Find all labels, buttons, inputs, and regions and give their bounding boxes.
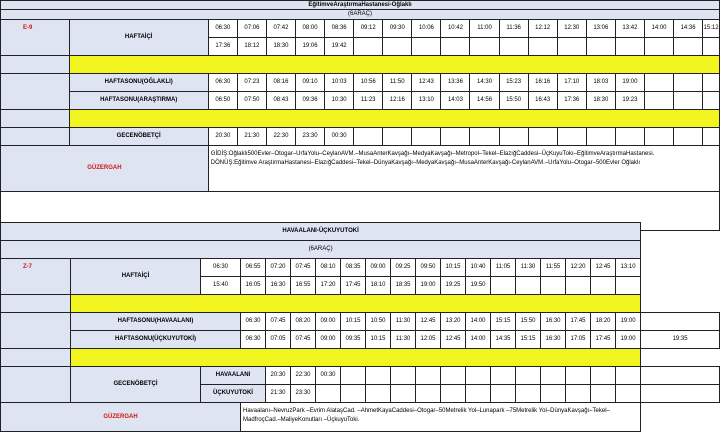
time-cell: 17:05 [566,331,591,349]
time-cell: 12:30 [557,20,586,38]
time-cell: 08:36 [325,20,354,38]
divider-bar [71,295,641,313]
weekend-uckuyutoki-label: HAFTASONU(ÜÇKUYUTOKİ) [71,331,241,349]
time-cell [541,277,566,295]
time-cell [541,367,566,385]
time-cell [616,385,641,403]
time-cell [674,128,703,146]
time-cell [566,385,591,403]
time-cell: 11:00 [470,20,499,38]
route-title: EğitimveAraştırmaHastanesi-Oğlaklı [1,1,720,10]
time-cell [441,38,470,56]
time-cell [341,367,366,385]
time-cell: 07:45 [266,313,291,331]
time-cell [703,74,720,92]
time-cell: 12:43 [412,74,441,92]
time-cell [591,367,616,385]
route-code: Z-7 [1,259,71,295]
time-cell: 18:03 [586,74,615,92]
route-path-label: GÜZERGAH [1,403,241,432]
time-cell: 10:42 [441,20,470,38]
time-cell: 06:30 [208,74,237,92]
time-cell: 06:50 [208,92,237,110]
time-cell: 23:30 [291,385,316,403]
time-cell [703,92,720,110]
schedule-table-z7 [0,222,720,432]
time-cell: 19:23 [615,92,644,110]
time-cell [674,74,703,92]
time-cell: 19:25 [441,277,466,295]
time-cell: 14:00 [466,331,491,349]
time-cell: 06:30 [241,331,266,349]
night-shift-label: GECENÖBETÇİ [69,128,208,146]
time-cell [528,38,557,56]
time-cell: 11:05 [491,259,516,277]
time-cell: 19:00 [416,277,441,295]
time-cell: 17:36 [208,38,237,56]
spacer-cell [1,56,70,74]
vehicle-count: (6ARAÇ) [1,10,720,20]
time-cell [644,128,673,146]
time-cell: 11:30 [516,259,541,277]
weekend-arastirma-label: HAFTASONU(ARAŞTIRMA) [69,92,208,110]
time-cell: 06:55 [241,259,266,277]
time-cell: 12:45 [441,331,466,349]
time-cell [416,385,441,403]
time-cell: 08:10 [316,259,341,277]
spacer-cell [1,313,71,349]
time-cell: 11:55 [541,259,566,277]
time-cell: 10:40 [466,259,491,277]
time-cell: 07:05 [266,331,291,349]
time-cell [470,38,499,56]
time-cell [354,38,383,56]
time-cell: 15:15 [491,313,516,331]
time-cell [557,38,586,56]
time-cell [566,367,591,385]
route-description: Havaalanı–NevruzPark –Evrim AlataşCad. –AhmetKayaCaddesi–Otogar–50Metrelik Yol–Lunapark –75Metrelik Yol–DünyaKavşağı–Tekel–MadfroçCad.–MaliyeKonutları –ÜçkuyuToki. [241,403,641,432]
time-cell: 09:00 [366,259,391,277]
time-cell: 17:20 [316,277,341,295]
time-cell: 13:06 [586,20,615,38]
time-cell [703,128,720,146]
time-cell [615,38,644,56]
time-cell: 07:23 [237,74,266,92]
spacer-cell [1,295,71,313]
time-cell: 23:30 [296,128,325,146]
time-cell: 10:30 [325,92,354,110]
time-cell: 09:35 [341,331,366,349]
time-cell [316,385,341,403]
time-cell: 15:12 [703,20,720,38]
time-cell: 17:10 [557,74,586,92]
time-cell: 11:50 [383,74,412,92]
time-cell: 07:42 [266,20,295,38]
time-cell: 19:42 [325,38,354,56]
time-cell [470,128,499,146]
time-cell [528,128,557,146]
time-cell: 11:23 [354,92,383,110]
time-cell [615,128,644,146]
time-cell: 14:36 [674,20,703,38]
time-cell: 06:30 [241,313,266,331]
time-cell: 19:00 [616,331,641,349]
time-cell [366,385,391,403]
time-cell: 19:50 [466,277,491,295]
time-cell: 19:00 [615,74,644,92]
time-cell: 16:30 [266,277,291,295]
time-cell: 09:00 [316,313,341,331]
time-cell: 17:45 [341,277,366,295]
time-cell: 12:20 [566,259,591,277]
time-cell: 18:30 [586,92,615,110]
time-cell [644,92,673,110]
time-cell: 09:36 [296,92,325,110]
time-cell [616,277,641,295]
night-havaalani-label: HAVAALANI [201,367,266,385]
time-cell: 18:12 [237,38,266,56]
time-cell [383,128,412,146]
time-cell: 13:10 [616,259,641,277]
time-cell: 20:30 [208,128,237,146]
time-cell: 09:50 [416,259,441,277]
time-cell: 11:36 [499,20,528,38]
time-cell: 09:25 [391,259,416,277]
time-cell: 18:30 [266,38,295,56]
time-cell: 13:10 [412,92,441,110]
route-return: DÖNÜŞ:Eğitimve AraştırmaHastanesi–ElazığCaddesi–Tekel–DünyaKavşağı–MedyaKavşağı–MusaAnterKavşağı-CeylanAVM.–UrfaYolu–Otogar–500Evler Oğlaklı [210,160,640,166]
time-cell: 00:30 [316,367,341,385]
time-cell [557,128,586,146]
time-cell: 10:56 [354,74,383,92]
time-cell [591,277,616,295]
time-cell: 09:10 [296,74,325,92]
time-cell: 07:45 [291,259,316,277]
weekend-oglakli-label: HAFTASONU(OĞLAKLI) [69,74,208,92]
time-cell [586,38,615,56]
time-cell: 12:05 [416,331,441,349]
time-cell [366,367,391,385]
time-cell: 10:15 [366,331,391,349]
time-cell [466,367,491,385]
time-cell: 10:06 [412,20,441,38]
time-cell [641,313,720,331]
divider-bar [71,349,641,367]
time-cell: 15:23 [499,74,528,92]
time-cell: 22:30 [266,128,295,146]
time-cell: 06:30 [208,20,237,38]
time-cell: 08:16 [266,74,295,92]
time-cell: 09:30 [383,20,412,38]
time-cell: 00:30 [325,128,354,146]
route-description [208,146,719,192]
time-cell [516,367,541,385]
time-cell: 08:20 [291,313,316,331]
time-cell [674,92,703,110]
time-cell: 22:30 [291,367,316,385]
time-cell [391,367,416,385]
time-cell [644,74,673,92]
route-code: E-9 [1,20,70,56]
divider-bar [69,110,719,128]
time-cell [644,38,673,56]
time-cell [541,385,566,403]
vehicle-count: (6ARAÇ) [1,241,641,259]
time-cell: 07:20 [266,259,291,277]
time-cell: 15:15 [516,331,541,349]
time-cell: 17:45 [566,313,591,331]
route-title: HAVAALANI-ÜÇKUYUTOKİ [1,223,641,241]
time-cell: 08:35 [341,259,366,277]
spacer-cell [1,128,70,146]
weekday-label: HAFTAİÇİ [71,259,201,295]
time-cell: 11:30 [391,331,416,349]
time-cell [383,38,412,56]
time-cell [499,38,528,56]
time-cell [586,128,615,146]
time-cell [441,128,470,146]
time-cell: 08:43 [266,92,295,110]
time-cell [416,367,441,385]
time-cell: 07:06 [237,20,266,38]
time-cell [491,385,516,403]
time-cell: 19:00 [616,313,641,331]
weekend-havaalani-label: HAFTASONU(HAVAALANI) [71,313,241,331]
time-cell: 14:35 [491,331,516,349]
time-cell [516,277,541,295]
time-cell: 21:30 [237,128,266,146]
time-cell [391,385,416,403]
time-cell: 16:43 [528,92,557,110]
time-cell: 15:50 [516,313,541,331]
time-cell: 13:42 [615,20,644,38]
time-cell: 14:03 [441,92,470,110]
time-cell [491,367,516,385]
time-cell: 17:36 [557,92,586,110]
spacer-cell [1,110,70,128]
time-cell: 14:56 [470,92,499,110]
time-cell: 10:15 [441,259,466,277]
time-cell: 10:15 [341,313,366,331]
time-cell: 21:30 [266,385,291,403]
time-cell: 10:50 [366,313,391,331]
time-cell [616,367,641,385]
time-cell [499,128,528,146]
night-shift-label: GECENÖBETÇİ [71,367,201,403]
time-cell [591,385,616,403]
time-cell: 19:06 [296,38,325,56]
time-cell: 07:45 [291,331,316,349]
spacer-cell [1,367,71,403]
divider-bar [69,56,719,74]
time-cell [566,277,591,295]
time-cell: 08:00 [296,20,325,38]
time-cell: 18:35 [391,277,416,295]
time-cell: 16:16 [528,74,557,92]
night-uckuyutoki-label: ÜÇKUYUTOKİ [201,385,266,403]
time-cell [674,38,703,56]
time-cell: 18:20 [591,313,616,331]
time-cell: 12:45 [591,259,616,277]
time-cell: 12:16 [383,92,412,110]
time-cell: 15:40 [201,277,241,295]
time-cell: 19:35 [641,331,720,349]
time-cell: 06:30 [201,259,241,277]
time-cell: 13:20 [441,313,466,331]
spacer-cell [1,349,71,367]
time-cell [703,38,720,56]
time-cell: 14:00 [644,20,673,38]
time-cell: 16:30 [541,331,566,349]
time-cell: 16:55 [291,277,316,295]
time-cell: 10:03 [325,74,354,92]
time-cell [491,277,516,295]
time-cell: 12:12 [528,20,557,38]
route-path-label: GÜZERGAH [1,146,209,192]
route-outbound: GİDİŞ:Oğlaklı500Evler–Otogar–UrfaYolu–CeylanAVM.–MusaAnterKavşağı–MedyaKavşağı–Metropol–Tekel–ElazığCaddesi–ÜçKuyuTokı–EğitimveAraştırmaHastanesi. [210,151,655,157]
time-cell: 09:00 [316,331,341,349]
time-cell: 09:12 [354,20,383,38]
time-cell [441,385,466,403]
time-cell [641,367,720,385]
time-cell: 15:50 [499,92,528,110]
time-cell: 18:10 [366,277,391,295]
time-cell [641,385,720,403]
time-cell: 17:45 [591,331,616,349]
time-cell [341,385,366,403]
time-cell: 14:00 [466,313,491,331]
time-cell: 13:36 [441,74,470,92]
time-cell: 20:30 [266,367,291,385]
time-cell: 11:30 [391,313,416,331]
time-cell [412,128,441,146]
time-cell [466,385,491,403]
spacer-cell [1,74,70,110]
time-cell: 16:30 [541,313,566,331]
time-cell [441,367,466,385]
time-cell: 16:05 [241,277,266,295]
time-cell: 07:50 [237,92,266,110]
time-cell [354,128,383,146]
time-cell [516,385,541,403]
weekday-label: HAFTAİÇİ [69,20,208,56]
time-cell: 14:30 [470,74,499,92]
time-cell: 12:45 [416,313,441,331]
time-cell [412,38,441,56]
